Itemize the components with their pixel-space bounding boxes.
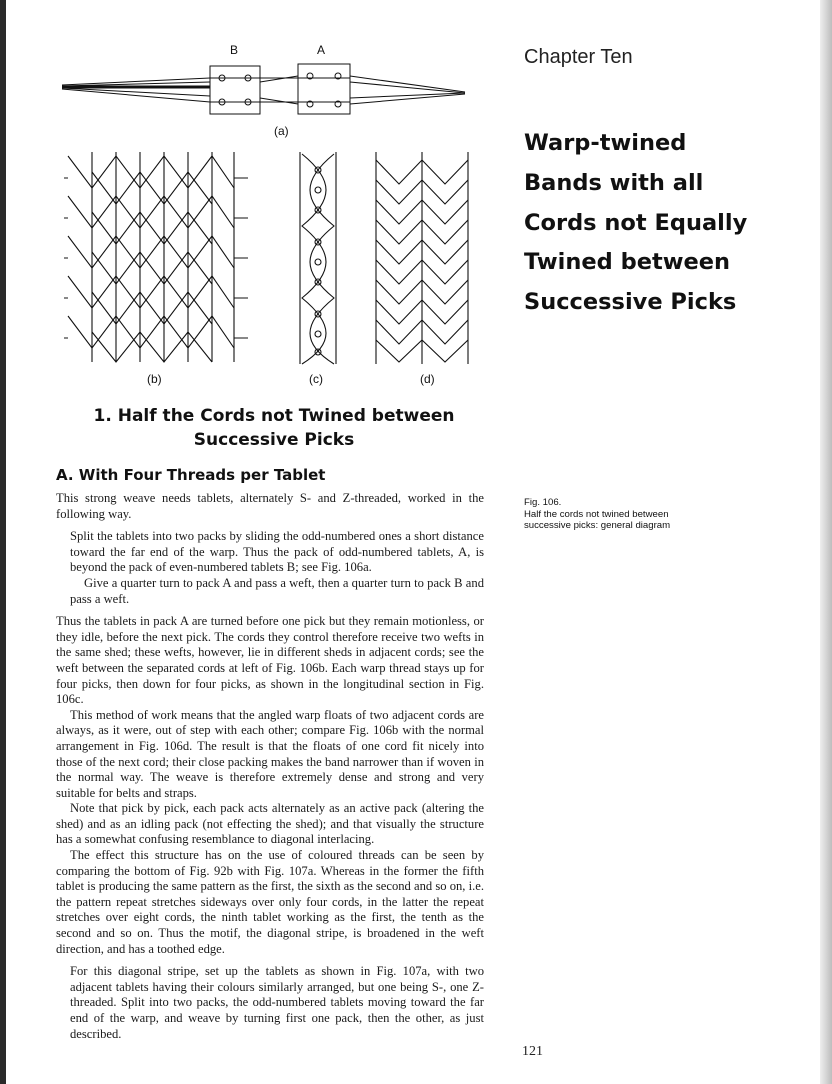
- figure-caption-number: Fig. 106.: [524, 497, 562, 508]
- scan-edge-right: [820, 0, 832, 1084]
- figure-caption: [524, 497, 764, 532]
- figure-label-a: A: [317, 43, 326, 57]
- figure-a-tablet-diagram: [60, 58, 470, 120]
- paragraph: Give a quarter turn to pack A and pass a weft, then a quarter turn to pack B and pass a weft.: [70, 575, 484, 606]
- paragraph: Note that pick by pick, each pack acts alternately as an active pack (altering the shed) and as an idling pack (not effecting the shed); and that visually the structure has a somewhat confusing resemblance to diagonal interlacing.: [56, 801, 484, 847]
- figure-d-normal-arrangement: [372, 150, 472, 366]
- body-text: [56, 491, 484, 1042]
- subsection-title: A. With Four Threads per Tablet: [56, 466, 326, 484]
- figure-c-longitudinal-section: [296, 150, 340, 366]
- paragraph: Split the tablets into two packs by sliding the odd-numbered ones a short distance toward the far end of the warp. Thus the pack of odd-numbered tablets, A, is beyond the pack of even-numbered tablets B; see Fig. 106a.: [70, 529, 484, 575]
- figure-label-b: B: [230, 43, 239, 57]
- page-number: 121: [522, 1044, 543, 1059]
- paragraph: The effect this structure has on the use of coloured threads can be seen by comparing the bottom of Fig. 92b with Fig. 107a. Whereas in the former the fifth tablet is producing the same pattern as the first, the sixth as the second and so on, i.e. the pattern repeat stretches sideways over only four cords, in the latter the repeat stretches over eight cords, the ninth tablet working as the first, the tenth as the second and so on. Thus the motif, the diagonal stripe, is broadened in the weft direction, and has a toothed edge.: [56, 848, 484, 956]
- figure-caption-line: Half the cords not twined between: [524, 508, 669, 520]
- figure-sub-d: (d): [420, 372, 435, 386]
- chapter-label: Chapter Ten: [524, 46, 633, 68]
- instruction-block: [70, 529, 484, 607]
- figure-b-cord-diagram: [64, 148, 254, 366]
- figure-caption-line: successive picks: general diagram: [524, 520, 671, 532]
- paragraph: This method of work means that the angled warp floats of two adjacent cords are always, as it were, out of step with each other; compare Fig. 106b with the normal arrangement in Fig. 106d. The result is that the floats of one cord fit nicely into those of the next cord; their close packing makes the band narrower than if woven in the normal way. The weave is therefore extremely dense and strong and very suitable for belts and straps.: [56, 707, 484, 800]
- scan-edge-left: [0, 0, 6, 1084]
- paragraph: This strong weave needs tablets, alternately S- and Z-threaded, worked in the following way.: [56, 491, 484, 521]
- section-title: 1. Half the Cords not Twined between Successive Picks: [93, 406, 455, 450]
- paragraph: Thus the tablets in pack A are turned before one pick but they remain motionless, or they idle, before the next pick. The cords they control therefore receive two wefts in the same shed; these wefts, however, lie in different sheds in adjacent cords; see the weft between the separated cords at left of Fig. 106b. Each warp thread stays up for four picks, then down for four picks, as shown in the longitudinal section in Fig. 106c.: [56, 614, 484, 707]
- figure-sub-a: (a): [274, 124, 289, 138]
- chapter-title: Warp-twined Bands with all Cords not Equally Twined between Successive Picks: [524, 130, 748, 316]
- figure-sub-b: (b): [147, 372, 162, 386]
- figure-sub-c: (c): [309, 372, 323, 386]
- paragraph: For this diagonal stripe, set up the tablets as shown in Fig. 107a, with two adjacent tablets having their colours similarly arranged, but one being S-, one Z-threaded. Split into two packs, the odd-numbered tablets moving toward the far end of the warp, and weave by turning first one pack, then the other, as just described.: [70, 964, 484, 1041]
